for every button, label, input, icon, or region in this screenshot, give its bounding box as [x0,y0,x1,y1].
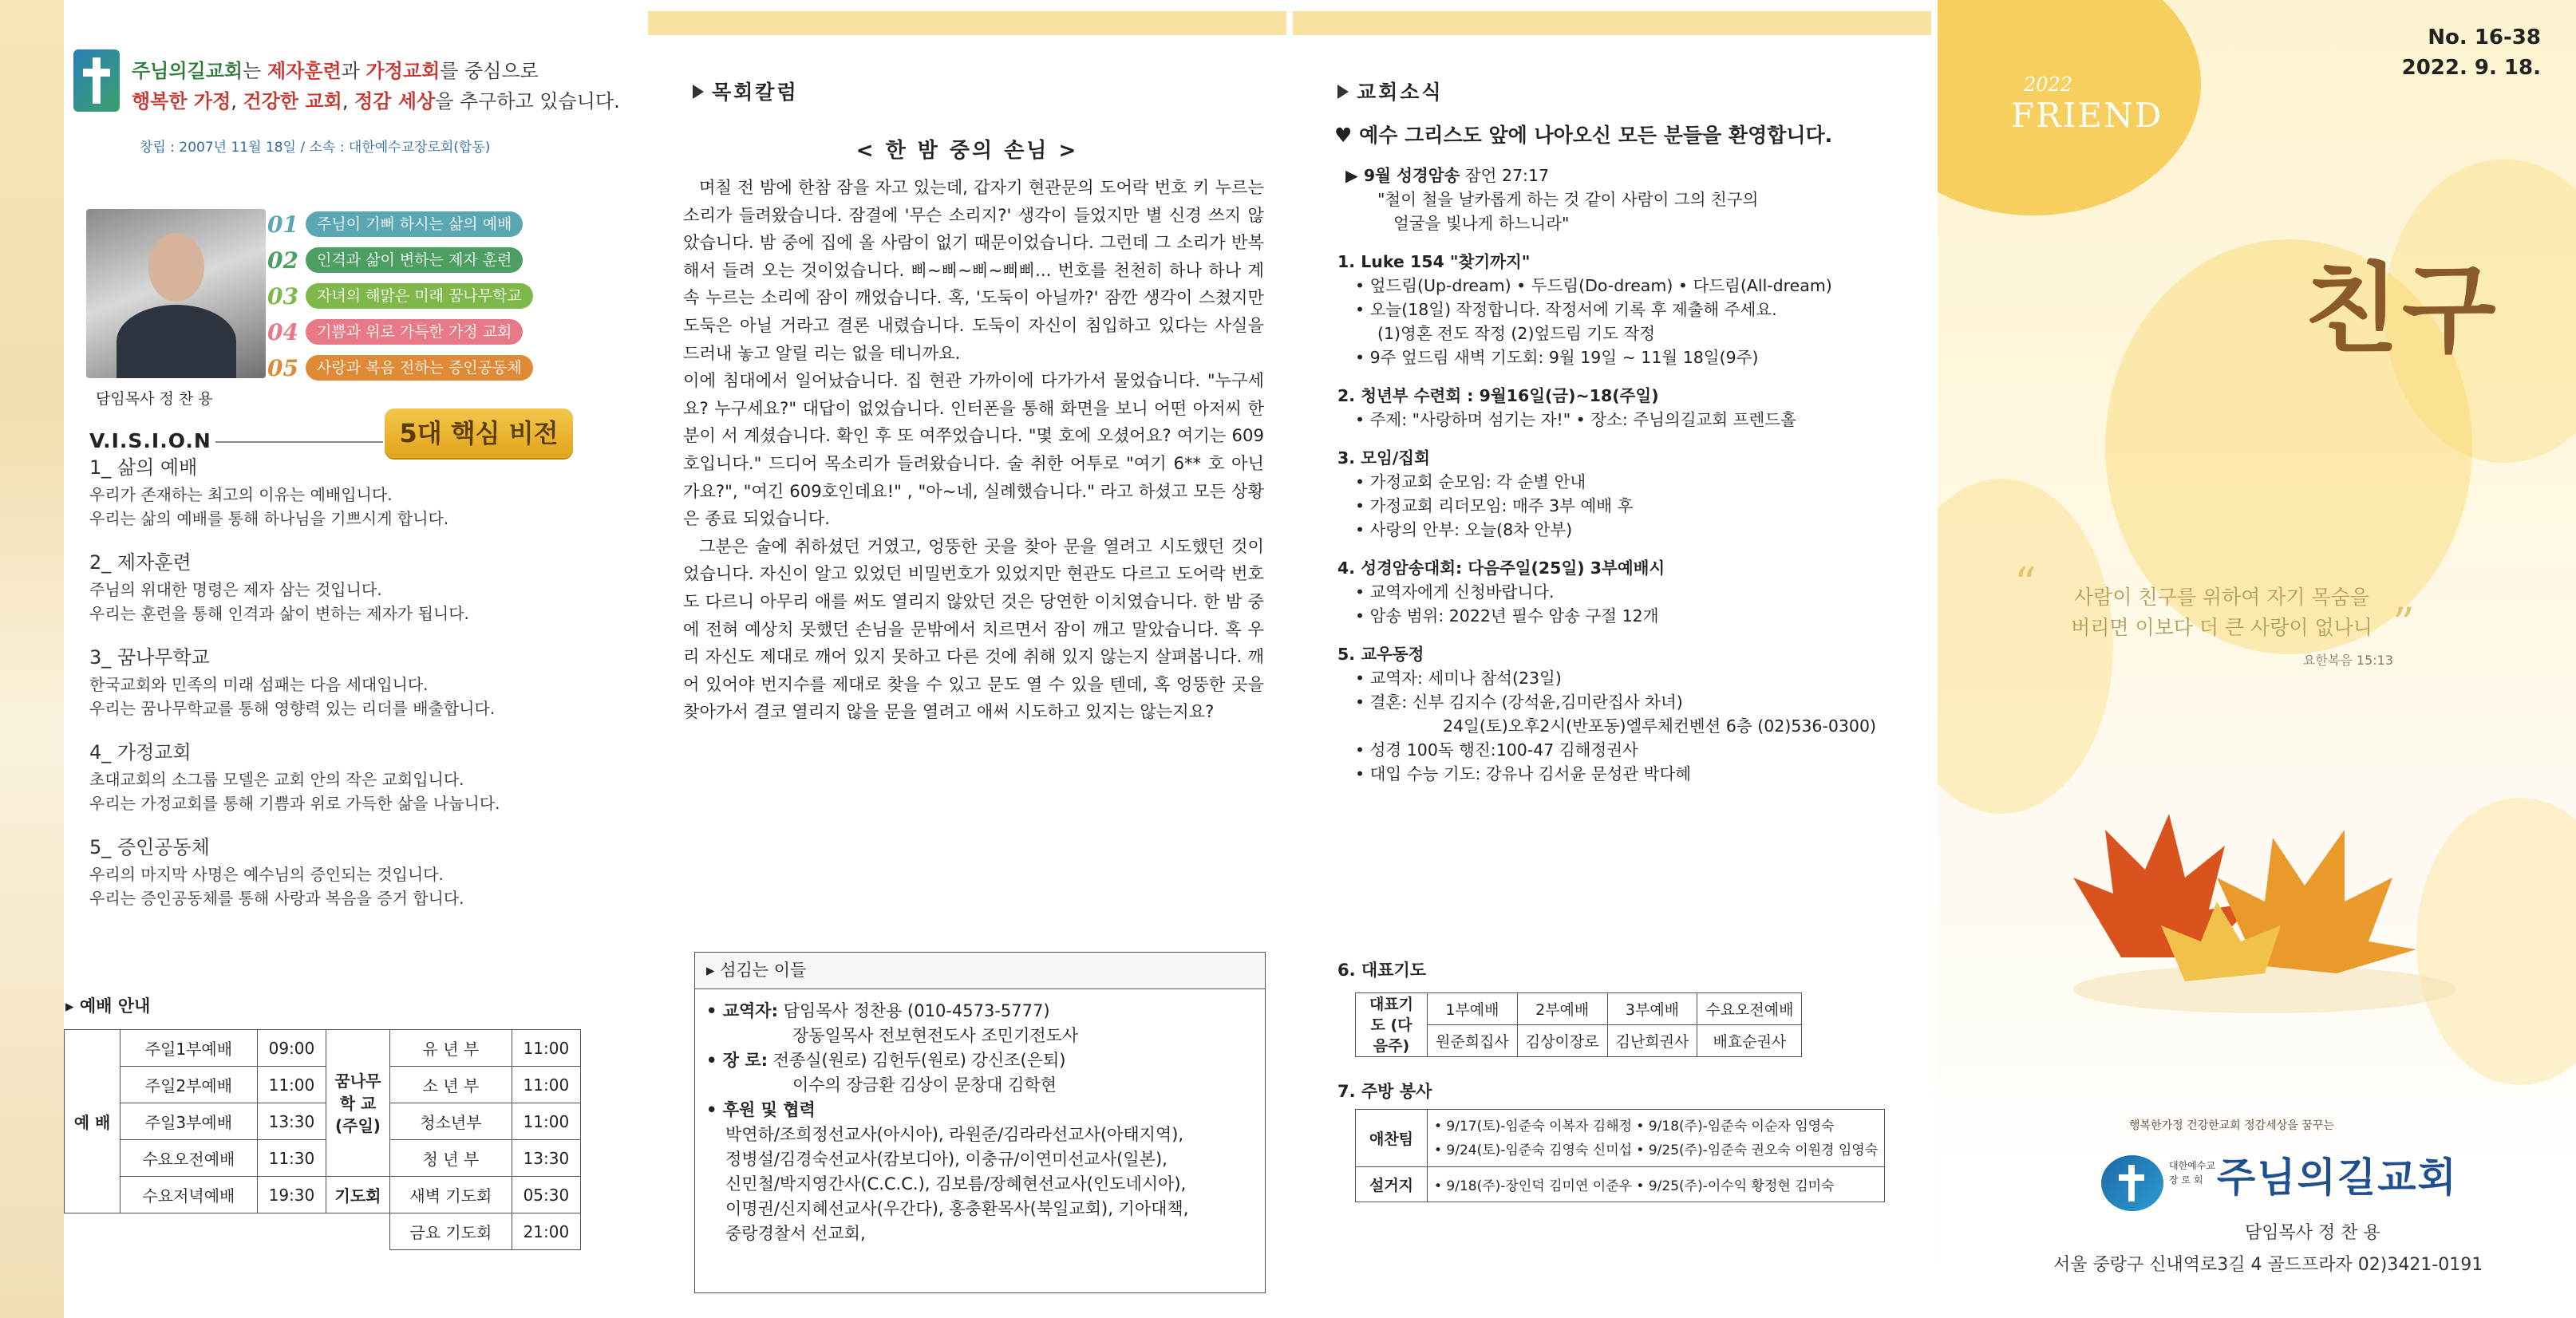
worship-schedule-title-text: 예배 안내 [79,996,151,1016]
staff-text: 전종실(원로) 김헌두(원로) 강신조(은퇴) [768,1051,1066,1070]
slogan-text: 을 추구하고 있습니다. [435,90,620,112]
prayer-table-label: 대표기도 (다음주) [1356,993,1428,1057]
vision-badge: 5대 핵심 비전 [385,408,573,458]
panel-cover [1938,0,2576,1318]
core-value-number: 05 [267,354,298,381]
news-list [1337,164,1912,786]
column-title: < 한 밤 중의 손님 > [855,139,1079,163]
staff-line: 이명권/신지혜선교사(우간다), 홍충환목사(북일교회), 기아대책, [725,1199,1189,1218]
prayer-table-header: 2부예배 [1517,993,1607,1025]
prayer-meeting-label: 기도회 [326,1177,390,1213]
vision-items [89,452,608,926]
core-value-number: 02 [267,247,298,274]
kitchen-team-label: 설거지 [1356,1167,1428,1202]
worship-time: 11:00 [257,1067,326,1103]
column-paragraph: 며칠 전 밤에 한참 잠을 자고 있는데, 갑자기 현관문의 도어락 번호 키 누르는 소리가 들려왔습니다. 잠결에 '무슨 소리지?' 생각이 들었지만 별 신경 쓰지 않았습니다. 밤 중에 집에 올 사람이 없기 때문이었습니다. 그런데 그 소리가 반복해서 들려 오는 것이었습니다. 삐~삐~삐~삐삐... 번호를 천천히 하나 하나 계속 누르는 소리에 잠이 깨었습니다. 혹, '도둑이 아닐까?' 잠깐 생각이 스쳤지만 도둑은 아닐 거라고 결론 내렸습니다. 도둑이 자신이 침입하고 있다는 사실을 드러내 놓고 알릴 리는 없을 테니까요. [683,177,1264,363]
school-dept: 소 년 부 [390,1067,512,1103]
news-item-line: • 교역자: 세미나 참석(23일) [1355,669,1562,688]
core-value-label: 주님이 기뻐 하시는 삶의 예배 [306,211,523,237]
panel-church-news [1293,0,1931,1318]
slogan-church-name: 주님의길교회 [132,60,243,82]
school-time: 11:00 [512,1030,580,1067]
school-dept: 청 년 부 [390,1140,512,1177]
prayer-table-name: 김상이장로 [1517,1025,1607,1057]
staff-box-header: ▸ 섬김는 이들 [695,953,1265,989]
empty-cell [326,1213,390,1250]
church-motto: 행복한가정 건강한교회 정감세상을 꿈꾸는 [2129,1119,2334,1132]
worship-schedule-title: ▸ 예배 안내 [65,996,151,1016]
kitchen-team-schedule [1428,1110,1885,1167]
friend-english-title: FRIEND [2011,96,2163,135]
church-denomination [2169,1158,2215,1187]
core-value-label: 인격과 삶이 변하는 제자 훈련 [306,247,523,273]
triangle-bullet-icon [693,85,704,99]
prayer-table [1355,992,1802,1057]
staff-line: 중랑경찰서 선교회, [725,1224,866,1243]
core-value-number: 04 [267,318,298,345]
prayer-meeting-time: 21:00 [512,1213,580,1250]
prayer-table-name: 배효순권사 [1697,1025,1802,1057]
slogan-highlight: 가정교회 [365,60,441,82]
worship-schedule-table [64,1029,581,1250]
panel-church-vision [0,0,638,1318]
staff-line: 정병설/김경숙선교사(캄보디아), 이충규/이연미선교사(일본), [725,1150,1167,1169]
church-denomination-line: 장 로 회 [2169,1174,2203,1186]
slogan-text: 과 [341,60,366,82]
staff-box-title: 섬김는 이들 [720,961,807,980]
heart-icon: ♥ [1334,124,1353,147]
prayer-meeting-name: 새벽 기도회 [390,1177,512,1213]
vision-item [89,547,608,625]
staff-line: 박연하/조희정선교사(아시아), 라원준/김라라선교사(아태지역), [725,1125,1184,1144]
cover-verse [2038,582,2405,643]
vision-item-text: 초대교회의 소그룹 모델은 교회 안의 작은 교회입니다. [89,770,464,789]
core-values-list [267,209,571,389]
empty-cell [257,1213,326,1250]
news-item-line: 24일(토)오후2시(반포동)엘루체컨벤션 6층 (02)536-0300) [1443,716,1877,736]
news-item-line: • 9주 엎드림 새벽 기도회: 9월 19일 ~ 11월 18일(9주) [1355,348,1759,367]
staff-label: • 장 로: [706,1051,768,1070]
news-item-line: • 교역자에게 신청바랍니다. [1355,582,1555,602]
pastor-caption: 담임목사 정 찬 용 [96,390,213,408]
empty-cell [121,1213,258,1250]
memory-verse-text: 얼굴을 빛나게 하느니라" [1393,214,1570,233]
autumn-tree-decoration [0,0,64,1318]
news-item-heading: 3. 모임/집회 [1337,448,1430,468]
empty-cell [65,1213,121,1250]
issue-info [2402,22,2541,83]
cover-verse-line: 사람이 친구를 위하여 자기 목숨을 [2074,586,2369,609]
column-body [683,174,1264,726]
worship-time: 19:30 [257,1177,326,1213]
kitchen-schedule-line: • 9/24(토)-임준숙 김영숙 신미섭 • 9/25(주)-임준숙 권오숙 이원경 임영숙 [1434,1142,1879,1158]
core-value-label: 사랑과 복음 전하는 증인공동체 [306,355,533,381]
news-item-line: • 가정교회 리더모임: 매주 3부 예배 후 [1355,496,1634,515]
panel-pastor-column [648,0,1286,1318]
news-item-line: (1)영혼 전도 작정 (2)엎드림 기도 작정 [1377,324,1656,343]
core-value-number: 03 [267,282,298,310]
news-item-heading: 4. 성경암송대회: 다음주일(25일) 3부예배시 [1337,558,1665,578]
prayer-meeting-name: 금요 기도회 [390,1213,512,1250]
church-cross-logo [73,49,120,112]
friend-year: 2022 [2024,73,2073,96]
news-item-heading: 1. Luke 154 "찾기까지" [1337,252,1531,271]
triangle-bullet-icon [1337,85,1349,99]
vision-item [89,641,608,720]
cover-title: 친구 [2305,253,2499,366]
top-color-bar [1293,11,1931,35]
issue-number: No. 16-38 [2428,26,2541,49]
vision-item-text: 우리는 증인공동체를 통해 사랑과 복음을 증거 합니다. [89,889,464,908]
prayer-table-name: 원준희집사 [1428,1025,1518,1057]
slogan-highlight: 행복한 가정 [132,90,231,112]
core-value-number: 01 [267,211,298,238]
slogan-text: , [342,90,355,112]
vision-item-title: 5_ 증인공동체 [89,836,210,858]
school-time: 11:00 [512,1067,580,1103]
cover-verse-reference: 요한복음 15:13 [2303,653,2394,668]
column-paragraph: 그분은 술에 취하셨던 거였고, 엉뚱한 곳을 찾아 문을 열려고 시도했던 것이었습니다. 자신이 알고 있었던 비밀번호가 있었지만 현관도 다르고 도어락 번호도 다르니 아무리 애를 써도 열리지 않았던 것은 당연한 이치였습니다. 한 밤 중에 전혀 예상치 못했던 손님을 문밖에서 치르면서 잠이 깨고 말았습니다. 혹 우리 자신도 제대로 깨어 있지 못하고 다른 것에 취해 있지 않는지 살펴봅니다. 깨어 있어야 번지수를 제대로 찾을 수 있고 문도 열 수 있을 텐데, 혹 엉뚱한 곳을 찾아가서 결코 열리지 않을 문을 열려고 애써 시도하고 있지는 않는지요? [683,535,1264,722]
vision-item-title: 4_ 가정교회 [89,741,192,764]
school-time: 13:30 [512,1140,580,1177]
church-slogan [132,56,626,116]
news-item-line: • 성경 100독 행진:100-47 김해정권사 [1355,740,1638,760]
church-denomination-line: 대한예수교 [2169,1160,2215,1171]
slogan-text: 를 중심으로 [440,60,539,82]
welcome-message [1334,120,1832,148]
core-value-item [267,245,571,275]
news-item-line: • 암송 범위: 2022년 필수 암송 구절 12개 [1355,606,1659,625]
vision-item-text: 우리는 꿈나무학교를 통해 영향력 있는 리더를 배출합니다. [89,699,496,718]
news-item-line: • 사랑의 안부: 오늘(8차 안부) [1355,520,1573,539]
vision-item [89,452,608,531]
core-value-item [267,317,571,347]
leaf-background-shape [1938,479,2113,814]
news-item-line: • 주제: "사랑하며 섬기는 자!" • 장소: 주님의길교회 프렌드홀 [1355,410,1796,429]
vision-item-text: 우리는 가정교회를 통해 기쁨과 위로 가득한 삶을 나눕니다. [89,794,500,813]
prayer-table-name: 김난희권사 [1607,1025,1697,1057]
news-item-heading: 5. 교우동정 [1337,645,1424,664]
prayer-table-header: 1부예배 [1428,993,1518,1025]
vision-item-text: 우리가 존재하는 최고의 이유는 예배입니다. [89,485,393,504]
prayer-table-header: 수요오전예배 [1697,993,1802,1025]
news-item-line: • 엎드림(Up-dream) • 두드림(Do-dream) • 다드림(All-dream) [1355,276,1832,295]
school-time: 11:00 [512,1103,580,1140]
news-item-line: • 결혼: 신부 김지수 (강석윤,김미란집사 차녀) [1355,693,1683,712]
memory-verse-label: ▶ 9월 성경암송 [1345,166,1460,185]
kitchen-section-title: 7. 주방 봉사 [1337,1082,1432,1101]
vision-item-text: 우리는 훈련을 통해 인격과 삶이 변하는 제자가 됩니다. [89,604,469,623]
vision-item-text: 우리의 마지막 사명은 예수님의 증인되는 것입니다. [89,865,444,884]
cover-verse-line: 버리면 이보다 더 큰 사랑이 없나니 [2071,616,2373,639]
kitchen-schedule-line: • 9/17(토)-임준숙 이복자 김해정 • 9/18(주)-임준숙 이순자 임영숙 [1434,1118,1835,1135]
staff-line [706,1048,1254,1073]
section-heading [1337,77,1444,105]
news-item-line: • 가정교회 순모임: 각 순별 안내 [1355,472,1586,491]
church-pastor: 담임목사 정 찬 용 [2245,1223,2380,1243]
worship-name: 주일2부예배 [121,1067,258,1103]
prayer-meeting-time: 05:30 [512,1177,580,1213]
kitchen-team-label: 애찬팀 [1356,1110,1428,1167]
pastor-photo-head [148,233,204,302]
prayer-section-title: 6. 대표기도 [1337,961,1427,980]
kitchen-schedule-line: • 9/18(주)-장인덕 김미연 이준우 • 9/25(주)-이수익 황정현 김미숙 [1428,1167,1885,1202]
church-address: 서울 중랑구 신내역로3길 4 골드프라자 02)3421-0191 [2053,1255,2483,1275]
staff-line: 이수의 장금환 김상이 문창대 김학현 [792,1075,1057,1095]
worship-group-label: 예 배 [65,1030,121,1213]
staff-label: • 교역자: [706,1001,778,1020]
staff-box-body [695,989,1265,1256]
section-heading [693,77,799,105]
vision-heading: V.I.S.I.O.N [89,429,211,452]
column-paragraph: 이에 침대에서 일어났습니다. 집 현관 가까이에 다가가서 물었습니다. "누구세요? 누구세요?" 대답이 없었습니다. 인터폰을 통해 화면을 보니 어떤 아저씨 한 분이 서 계셨습니다. 확인 후 또 여쭈었습니다. "몇 호에 오셨어요? 여기는 609호입니다." 드디어 목소리가 들려왔습니다. 술 취한 어투로 "여기 6** 호 아닌가요?", "여긴 609호인데요!" , "아~네, 실례했습니다." 라고 하셨고 모든 상황은 종료 되었습니다. [683,370,1264,529]
church-name: 주님의길교회 [2217,1154,2458,1201]
section-heading-text: 목회칼럼 [712,81,799,104]
slogan-highlight: 제자훈련 [267,60,342,82]
close-quote-icon: ” [2392,598,2415,649]
school-dept: 유 년 부 [390,1030,512,1067]
news-item-heading: 2. 청년부 수련회 : 9월16일(금)~18(주일) [1337,386,1659,405]
vision-item-title: 2_ 제자훈련 [89,551,192,574]
section-heading-text: 교회소식 [1357,81,1444,104]
staff-label: • 후원 및 협력 [706,1100,816,1119]
core-value-item [267,209,571,239]
worship-name: 수요오전예배 [121,1140,258,1177]
autumn-leaves-illustration [2025,782,2472,1021]
school-label: 꿈나무 학 교 (주일) [326,1030,390,1177]
core-value-label: 자녀의 해맑은 미래 꿈나무학교 [306,283,533,309]
memory-verse [1337,164,1912,187]
staff-text: 담임목사 정찬용 (010-4573-5777) [778,1001,1050,1020]
vision-divider [215,441,383,443]
slogan-highlight: 정감 세상 [354,90,436,112]
vision-item [89,831,608,910]
core-value-item [267,281,571,311]
issue-date: 2022. 9. 18. [2401,56,2541,80]
worship-time: 09:00 [257,1030,326,1067]
slogan-highlight: 건강한 교회 [243,90,342,112]
core-value-label: 기쁨과 위로 가득한 가정 교회 [306,319,523,345]
vision-item [89,736,608,815]
vision-item-text: 우리는 삶의 예배를 통해 하나님을 기쁘시게 합니다. [89,509,449,528]
staff-box [694,952,1266,1293]
staff-line: 장동일목사 전보현전도사 조민기전도사 [792,1026,1079,1045]
founding-info: 창립 : 2007년 11월 18일 / 소속 : 대한예수교장로회(합동) [140,140,491,156]
slogan-text: , [231,90,243,112]
slogan-text: 는 [243,60,267,82]
pastor-photo [86,209,266,378]
news-item-line: • 대입 수능 기도: 강유나 김서윤 문성관 박다혜 [1355,764,1692,783]
memory-verse-ref: 잠언 27:17 [1460,166,1550,185]
top-color-bar [648,11,1286,35]
open-quote-icon: “ [2014,558,2037,609]
vision-item-text: 한국교회와 민족의 미래 섬패는 다음 세대입니다. [89,675,429,694]
prayer-table-header: 3부예배 [1607,993,1697,1025]
worship-name: 주일1부예배 [121,1030,258,1067]
vision-item-text: 주님의 위대한 명령은 제자 삼는 것입니다. [89,580,382,599]
vision-item-title: 1_ 삶의 예배 [89,456,198,479]
staff-line [706,999,1254,1024]
school-dept: 청소년부 [390,1103,512,1140]
worship-time: 11:30 [257,1140,326,1177]
worship-time: 13:30 [257,1103,326,1140]
worship-name: 주일3부예배 [121,1103,258,1140]
church-logo-icon [2101,1155,2163,1211]
staff-line: 신민철/박지영간사(C.C.C.), 김보름/장혜현선교사(인도네시아), [725,1174,1187,1194]
welcome-text: 예수 그리스도 앞에 나아오신 모든 분들을 환영합니다. [1359,124,1833,147]
core-value-item [267,353,571,383]
memory-verse-text: "철이 철을 날카롭게 하는 것 같이 사람이 그의 친구의 [1377,190,1759,209]
worship-name: 수요저녁예배 [121,1177,258,1213]
kitchen-table [1355,1109,1885,1202]
pastor-photo-body [117,305,236,378]
news-item-line: • 오늘(18일) 작정합니다. 작정서에 기록 후 제출해 주세요. [1355,300,1777,319]
vision-item-title: 3_ 꿈나무학교 [89,646,210,669]
